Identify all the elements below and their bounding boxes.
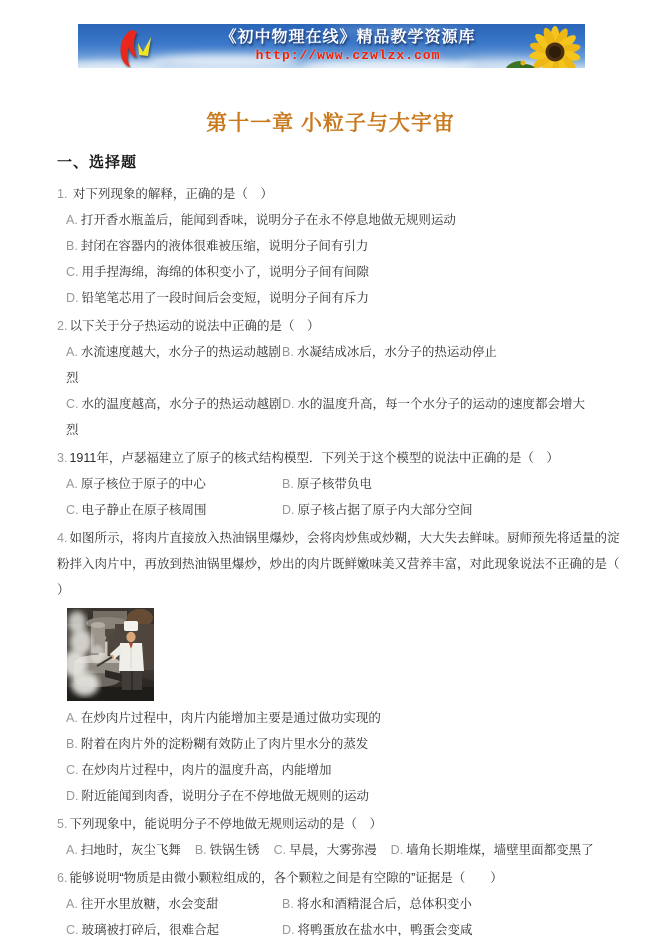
question-6 [57, 865, 622, 936]
option-label: A. [66, 843, 78, 857]
question-stem-text: 下列现象中，能说明分子不停地做无规则运动的是（ ） [69, 817, 382, 831]
option-label: B. [66, 737, 78, 751]
question-3 [57, 445, 622, 523]
option-text: 打开香水瓶盖后，能闻到香味，说明分子在永不停息地做无规则运动 [80, 213, 456, 227]
question-5 [57, 811, 622, 863]
option-D [57, 783, 622, 809]
option-label: D. [66, 789, 79, 803]
option-text: 水流速度越大，水分子的热运动越剧烈 [66, 345, 281, 385]
question-stem [57, 445, 622, 471]
options-group [57, 705, 622, 809]
question-stem-text: 1911年，卢瑟福建立了原子的核式结构模型．下列关于这个模型的说法中正确的是（ ） [69, 451, 559, 465]
option-text: 封闭在容器内的液体很难被压缩，说明分子间有引力 [80, 239, 369, 253]
sunflower-icon [493, 25, 585, 68]
option-label: A. [66, 213, 78, 227]
option-label: B. [282, 477, 294, 491]
option-text: 铅笔笔芯用了一段时间后会变短，说明分子间有斥力 [81, 291, 370, 305]
option-B [195, 837, 260, 863]
option-C [274, 837, 377, 863]
option-label: A. [66, 477, 78, 491]
options-group [57, 339, 622, 443]
option-label: C. [66, 503, 79, 517]
question-number: 3. [57, 451, 68, 465]
question-stem-text: 对下列现象的解释，正确的是（ ） [69, 187, 273, 201]
option-text: 铁锅生锈 [209, 843, 260, 857]
option-A [66, 471, 282, 497]
option-A [57, 705, 622, 731]
physics-logo-icon [110, 29, 154, 68]
section-heading: 一、选择题 [57, 154, 138, 171]
questions-list [57, 181, 622, 936]
question-stem [57, 865, 622, 891]
question-4 [57, 525, 622, 809]
question-number: 4. [57, 531, 68, 545]
option-label: C. [273, 843, 287, 857]
option-D [282, 391, 622, 443]
question-number: 1. [57, 187, 68, 201]
option-label: A. [66, 897, 78, 911]
question-stem [57, 811, 622, 837]
question-2 [57, 313, 622, 443]
options-group [57, 891, 622, 936]
option-C [57, 259, 622, 285]
options-group [57, 471, 622, 523]
chef-cooking-image [67, 608, 154, 701]
option-text: 附着在肉片外的淀粉糊有效防止了肉片里水分的蒸发 [80, 737, 369, 751]
option-text: 原子核带负电 [296, 477, 372, 491]
option-text: 往开水里放糖，水会变甜 [80, 897, 219, 911]
option-label: B. [282, 897, 294, 911]
option-label: C. [66, 763, 79, 777]
option-text: 墙角长期堆煤，墙壁里面都变黑了 [406, 843, 594, 857]
option-D [282, 917, 622, 936]
option-text: 原子核占据了原子内大部分空间 [297, 503, 473, 517]
question-stem-text: 如图所示，将肉片直接放入热油锅里爆炒，会将肉炒焦或炒糊，大大失去鲜味。厨师预先将适量的淀粉拌入肉片中，再放到热油锅里爆炒，炒出的肉片既鲜嫩味美又营养丰富，对此现象说法不正确的是（ ） [57, 531, 620, 597]
option-text: 早晨，大雾弥漫 [289, 843, 377, 857]
option-text: 用手捏海绵，海绵的体积变小了，说明分子间有间隙 [81, 265, 370, 279]
option-text: 水凝结成冰后，水分子的热运动停止 [296, 345, 497, 359]
option-text: 在炒肉片过程中，肉片内能增加主要是通过做功实现的 [80, 711, 381, 725]
option-D [282, 497, 622, 523]
option-text: 玻璃被打碎后，很难合起 [81, 923, 220, 936]
question-stem [57, 181, 622, 207]
option-text: 电子静止在原子核周围 [81, 503, 207, 517]
option-label: A. [66, 345, 78, 359]
option-B [282, 891, 622, 917]
option-label: D. [66, 291, 79, 305]
question-stem [57, 525, 622, 603]
question-number: 5. [57, 817, 68, 831]
option-label: C. [66, 265, 79, 279]
option-text: 水的温度升高，每一个水分子的运动的速度都会增大 [297, 397, 586, 411]
option-label: B. [194, 843, 207, 857]
site-title: 《初中物理在线》精品教学资源库 [220, 29, 476, 46]
option-D [57, 285, 622, 311]
option-B [282, 339, 622, 391]
option-A [57, 207, 622, 233]
option-text: 将鸭蛋放在盐水中，鸭蛋会变咸 [297, 923, 473, 936]
option-label: A. [66, 711, 78, 725]
option-B [57, 731, 622, 757]
option-label: D. [282, 923, 295, 936]
question-stem [57, 313, 622, 339]
question-stem-text: 以下关于分子热运动的说法中正确的是（ ） [69, 319, 320, 333]
option-C [66, 391, 282, 443]
option-text: 在炒肉片过程中，肉片的温度升高，内能增加 [81, 763, 332, 777]
option-label: C. [66, 397, 79, 411]
question-1 [57, 181, 622, 311]
option-label: B. [66, 239, 78, 253]
banner-text [198, 30, 498, 62]
chapter-title: 第十一章 小粒子与大宇宙 [206, 112, 455, 135]
question-number: 2. [57, 319, 68, 333]
option-A [66, 891, 282, 917]
option-text: 扫地时，灰尘飞舞 [80, 843, 181, 857]
option-label: B. [282, 345, 294, 359]
option-C [66, 917, 282, 936]
option-A [66, 837, 181, 863]
option-label: D. [282, 503, 295, 517]
option-B [57, 233, 622, 259]
option-label: D. [282, 397, 295, 411]
options-group [57, 207, 622, 311]
site-banner [78, 24, 585, 68]
options-group [57, 837, 622, 863]
option-C [66, 497, 282, 523]
site-url-link[interactable]: http://www.czwlzx.com [255, 48, 441, 63]
option-label: C. [66, 923, 79, 936]
option-label: D. [390, 843, 404, 857]
option-B [282, 471, 622, 497]
question-stem-text: 能够说明“物质是由微小颗粒组成的，各个颗粒之间是有空隙的”证据是（ ） [69, 871, 503, 885]
option-text: 将水和酒精混合后，总体积变小 [296, 897, 472, 911]
option-C [57, 757, 622, 783]
option-A [66, 339, 282, 391]
option-text: 水的温度越高，水分子的热运动越剧烈 [66, 397, 282, 437]
question-number: 6. [57, 871, 68, 885]
option-text: 原子核位于原子的中心 [80, 477, 206, 491]
option-D [391, 837, 594, 863]
option-text: 附近能闻到肉香，说明分子在不停地做无规则的运动 [81, 789, 370, 803]
